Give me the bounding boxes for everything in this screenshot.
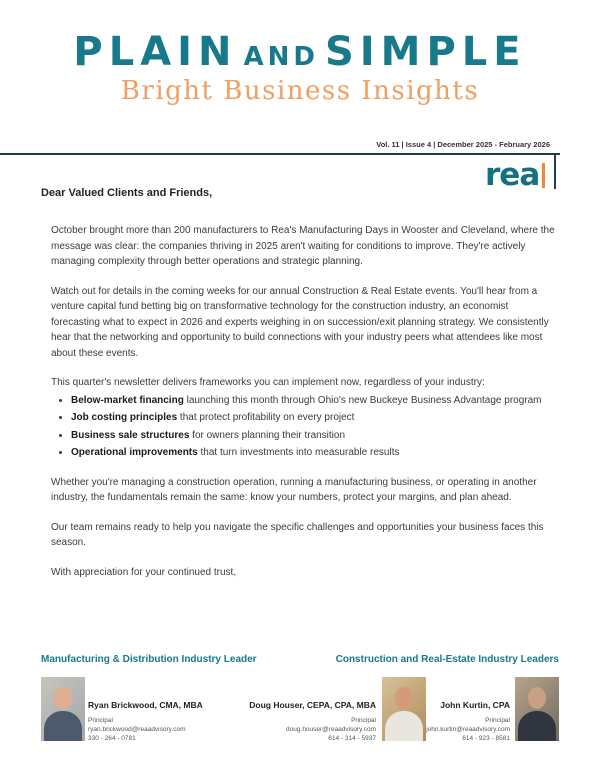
- person-name: Ryan Brickwood, CMA, MBA: [88, 700, 203, 710]
- bullet-text: that protect profitability on every project: [177, 412, 355, 423]
- newsletter-subtitle: Bright Business Insights: [120, 76, 480, 106]
- issue-info: Vol. 11 | Issue 4 | December 2025 - February 2026: [376, 140, 550, 149]
- person-title: Principal: [88, 717, 113, 724]
- ryan-brickwood-photo: [41, 677, 85, 741]
- person-phone: 614 - 314 - 5937: [328, 735, 376, 742]
- list-item: [71, 410, 556, 426]
- salutation: Dear Valued Clients and Friends,: [41, 187, 213, 199]
- title-word-and: AND: [243, 42, 319, 72]
- person-name: Doug Houser, CEPA, CPA, MBA: [249, 700, 376, 710]
- john-kurtin-contact: [426, 701, 510, 743]
- bullet-bold: Below-market financing: [71, 394, 184, 406]
- person-phone: 330 - 264 - 0781: [88, 735, 136, 742]
- bullet-text: launching this month through Ohio's new Buckeye Business Advantage program: [183, 394, 542, 406]
- person-email[interactable]: ryan.brickwood@reaadvisory.com: [88, 726, 186, 733]
- list-item: [71, 428, 556, 444]
- construction-leaders-heading: Construction and Real-Estate Industry Leaders: [335, 654, 559, 665]
- masthead: [0, 29, 600, 106]
- title-word-plain: PLAIN: [73, 29, 238, 75]
- title-word-simple: SIMPLE: [324, 29, 527, 75]
- doug-houser-photo: [382, 677, 426, 741]
- person-name: John Kurtin, CPA: [440, 700, 510, 710]
- bullet-text: that turn investments into measurable results: [197, 447, 400, 458]
- header-divider: [0, 153, 560, 155]
- bullet-text: for owners planning their transition: [189, 429, 346, 441]
- person-email[interactable]: doug.houser@reaadvisory.com: [286, 726, 376, 733]
- closing: With appreciation for your continued trust,: [51, 566, 237, 578]
- bullet-bold: Business sale structures: [71, 429, 190, 441]
- doug-houser-contact: [249, 701, 376, 743]
- paragraph-1: October brought more than 200 manufacturers to Rea's Manufacturing Days in Wooster and Cleveland, where the message was clear: the companies thriving in 2025 aren't waiting for conditions to improve. They're actively managing complexity through better operations and strategic planning.: [51, 225, 555, 267]
- list-item: [71, 393, 556, 409]
- bullet-bold: Job costing principles: [71, 412, 178, 423]
- person-title: Principal: [485, 717, 510, 724]
- letter-body: [51, 223, 556, 594]
- rea-logo-accent: [542, 163, 545, 188]
- rea-logo: [485, 157, 555, 193]
- paragraph-5: Our team remains ready to help you navigate the specific challenges and opportunities your business faces this season.: [51, 521, 544, 548]
- paragraph-4: Whether you're managing a construction operation, running a manufacturing business, or operating in another industry, the fundamentals remain the same: know your numbers, protect your margins, and plan ahead.: [51, 476, 537, 503]
- ryan-brickwood-contact: [88, 701, 203, 743]
- john-kurtin-photo: [515, 677, 559, 741]
- highlights-list: [51, 393, 556, 461]
- person-email[interactable]: john.kurtin@reaadvisory.com: [426, 726, 510, 733]
- paragraph-3: This quarter's newsletter delivers frameworks you can implement now, regardless of your industry:: [51, 377, 485, 388]
- person-phone: 614 - 923 - 8581: [462, 735, 510, 742]
- rea-logo-text: rea: [485, 157, 540, 193]
- bullet-bold: Operational improvements: [71, 447, 198, 458]
- newsletter-title: [0, 29, 600, 75]
- manufacturing-leader-heading: Manufacturing & Distribution Industry Leader: [41, 654, 257, 665]
- paragraph-2: Watch out for details in the coming weeks for our annual Construction & Real Estate events. You'll hear from a venture capital fund betting big on transformative technology for the construction industry, an economist forecasting what to expect in 2026 and experts weighing in on succession/exit planning strategy. We consistently hear that the networking and opportunity to build connections with your industry peers what attendees like most about these events.: [51, 285, 549, 359]
- list-item: [71, 445, 556, 461]
- person-title: Principal: [351, 717, 376, 724]
